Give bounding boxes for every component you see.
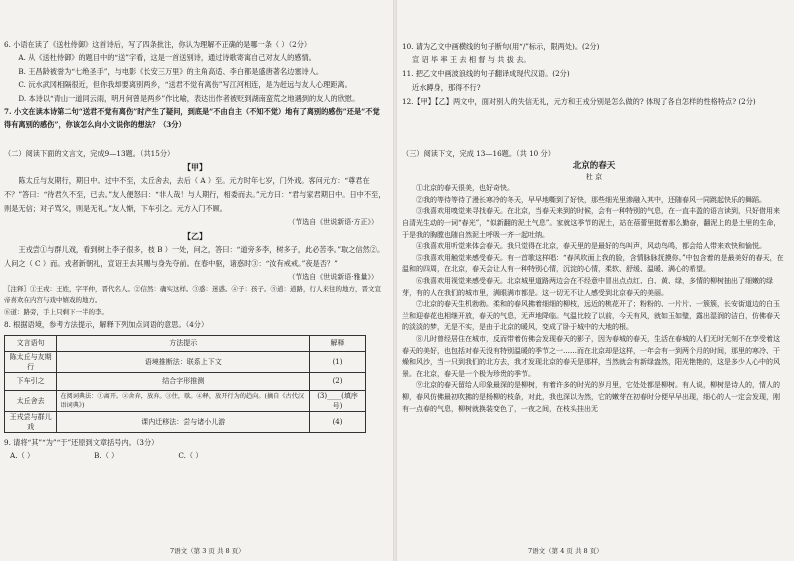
paragraph: ⑤我喜欢用触觉来感受春天。有一首歌这样唱：“春风吹面上我的脸，含情脉脉抚摸你。”中包含着的是最美好的春天，在温和的四周，在北京，春天会让人有一种特别心情，沉淀的心情，柔软、舒缓、温暖、满心的希望。 xyxy=(402,253,784,274)
table-row xyxy=(5,351,366,372)
question-10: 10. 请为乙文中画横线的句子断句(用“/”标示，限两处)。(2分) xyxy=(402,42,600,51)
source-yi: （节选自《世说新语·雅量》） xyxy=(288,272,378,281)
question-12: 12.【甲】【乙】两文中，面对别人的失信无礼，元方和王戎分别是怎么做的? 体现了各自怎样的性格特点? (2分) xyxy=(402,96,756,106)
table-cell: (1) xyxy=(310,351,366,372)
article-body xyxy=(402,183,786,415)
table-row xyxy=(5,372,366,390)
article-author: 杜 京 xyxy=(585,173,603,182)
annotation-2: ⑥道：路旁，手上只剩下一半的李。 xyxy=(4,307,108,316)
option-b-blank: B.（ ） xyxy=(94,451,119,461)
section-2-heading: （二）阅读下面的文言文，完成9—13题。（共15分） xyxy=(4,148,175,158)
page-fold xyxy=(393,0,397,561)
paragraph: ⑧儿时曾经居住在城市，反而带着仿佛会发现春天的影子，因为春城的春天，生活在春城的人们无时无刻不在享受着这春天的美好，也包括对春天没有特别温暖的季节之一……而在北京却是这样，一年会有一到两个月的时间，那里的寒冷、干燥和风沙，当一只到我们的北方去，我才发现北京的春天是那样，当然就会有新绿盎然，阳光艳艳的，这是多少人心中的风景。在北京，春天是一个极为珍贵的季节。 xyxy=(402,334,780,378)
question-9-options xyxy=(4,449,386,462)
tag-yi: 【乙】 xyxy=(183,230,207,241)
question-11-sentence: 近水蹲身，那得不行? xyxy=(412,82,481,92)
table-cell: 结合字形推测 xyxy=(57,372,310,390)
question-10-sentence: 宣 诏 毕 率 王 去 相 督 与 共 拔 去。 xyxy=(412,55,531,65)
paragraph: ⑦北京的春天生机勃勃。柔和的春风拂着细细的柳枝，远近的桃花开了；粉粉的、一片片、一簇簇，长安街道边的白玉兰和迎春花也相继开放，春天的气息，无声地降临。气温比较了以前，今天有风，就如玉如璧，露出湿润的洁白，仿佛春天的淡淡的梦，无是不实，是由于北京的暖风，变成了卧于城中的大地的根。 xyxy=(402,300,780,332)
option-c-blank: C.（ ） xyxy=(178,451,203,461)
page-footer: 7语文（第 3 页 共 8 页） xyxy=(170,547,245,555)
question-7: 7. 小文在读本诗第二句“送君不觉有离伤”时产生了疑问，到底是“不由自主（不知不觉）地有了离别的感伤”还是“不觉得有离别的感伤”，你该怎么向小文说你的想法？（3分） xyxy=(4,107,380,130)
option-d: D. 本诗以“青山一道同云雨，明月何曾是两乡”作比喻，表达出作者被贬到湖南蛮荒之地遇到的友人的欣慰。 xyxy=(18,93,360,103)
annotation: 〖注释〗①王戎：王姓，字平仲，晋代名人。②信然：确实这样。③惑：迷惑。④子：孩子。⑤道：道路，行人来往的地方，晋文宣帝喜欢在内宫与戏中嬉戏的地方。 xyxy=(4,284,381,305)
source-jia: （节选自《世说新语·方正》） xyxy=(288,217,378,226)
table-row xyxy=(5,390,366,411)
paragraph: ②我的等待等待了漫长寒冷的冬天，早早地嘶到了好快，那些细光里渗融入其中，还随春风一同跳起快乐的舞蹈。 xyxy=(416,195,766,204)
question-11: 11. 把乙文中画波浪线的句子翻译成现代汉语。(2分) xyxy=(402,69,570,79)
paragraph: ①北京的春天很美，也好奇快。 xyxy=(416,184,514,193)
paragraph: ⑨北京的春天留给人印象最深的是柳树，有着许多的时光的岁月里，它处处都是柳树。有人说，柳树是诗人的，情人的柳，春风仿佛最初吹拂的是杨柳的枝条，对此，我也深以为然，它的嫩芽在初春时分便早早出现，细心的人一定会发现，刚有一点春的气息，柳树就换装变色了，一夜之间，在枝头挂出无 xyxy=(402,381,780,413)
option-c: C. 沅水武冈相隔很近，但你我却要离别两乡，“送君不觉有离伤”写江河相连，是为赶远与友人心理距离。 xyxy=(18,80,352,90)
option-a: A. 从《送杜侍御》的题目中的“送”字看，这是一首送别诗，通过诗歌寄寓自己对友人的感情。 xyxy=(18,53,316,63)
table-cell: 在阅词典法：①离开。②舍弃，放弃。③住，歇。④释，放开行为的趋向。(摘自《古代汉语词典》) xyxy=(57,390,310,411)
table-header: 文言语句 xyxy=(5,335,57,351)
table-cell: (2) xyxy=(310,372,366,390)
left-page xyxy=(0,0,392,561)
article-title: 北京的春天 xyxy=(572,161,616,172)
table-cell: 下车引之 xyxy=(5,372,57,390)
table-cell: 语境推断法：联系上下文 xyxy=(57,351,310,372)
table-cell: 课内迁移法：尝与诸小儿游 xyxy=(57,411,310,432)
right-page xyxy=(398,0,794,561)
table-cell: (3)____(填序号) xyxy=(310,390,366,411)
table-cell: 王戎尝与群儿戏 xyxy=(5,411,57,432)
vocab-table xyxy=(4,335,366,433)
table-header: 解释 xyxy=(310,335,366,351)
option-a-blank: A.（ ） xyxy=(10,451,35,461)
page-footer: 7语文（第 4 页 共 8 页） xyxy=(528,547,603,555)
question-6: 6. 小语在读了《送杜侍御》这首诗后，写了四条批注，你认为理解不正确的是哪一条（ ）（2分） xyxy=(4,40,312,49)
jia-text: 陈太丘与友期行，期日中。过中不至，太丘舍去，去后（ A ）至。元方时年七岁，门外戏。客问元方：“尊君在不？”答曰：“待君久不至，已去。”友人便怒曰：“非人哉！与人期行，相委而去。”元方曰：“君与家君期日中。日中不至，则是无信；对子骂父，则是无礼。”友人惭，下车引之。元方入门不顾。 xyxy=(4,175,386,213)
paragraph: ③我喜欢用嗅觉来寻找春天。在北京，当春天来到的时候，会有一种特别的气息，在一直丰盈的语言读到，只好借用来自清光生动的一词“春光”，“似新翻的泥土气息”。家就这季节的泥土，站在蓓蕾里挺着那么勤奋，翻泥上的是土里的生命，于是我的胸膛也随自然泥土呼吸一齐一起吐纳。 xyxy=(402,207,781,239)
yi-text: 王戎尝①与群儿戏，看到树上李子很多，枝 B ）一处，问之，答曰：“道旁多李，树多子，此必苦李。”取之信然②。人问之（ C ）而。戎者新朝礼，宣诏王去其赐与身先夺前。在春中驱，诸惑时③：“汝有戒戒。”夜是否？” xyxy=(4,244,385,268)
table-row xyxy=(5,411,366,432)
paragraph: ⑥我喜欢用视觉来感受春天。北京城里道路两边会在不经意中冒出点点红、白、黄、绿，多情的柳树抽出了细嫩的绿芽，有的人在我们的城市里，满眼满市都是。这一切无不让人感受到北京春天的美丽。 xyxy=(402,276,773,297)
table-cell: (4) xyxy=(310,411,366,432)
table-header: 方法提示 xyxy=(57,335,310,351)
table-header-row xyxy=(5,335,366,351)
question-9: 9. 请将“其”“为”“于”还原到文章括号内。（3分） xyxy=(4,437,159,447)
section-3-heading: （三）阅读下文，完成 13—16题。（共 10 分） xyxy=(402,149,555,159)
option-b: B. 王昌龄被誉为“七绝圣手”，与电影《长安三万里》的主角高适、李白都是盛唐著名边塞诗人。 xyxy=(18,66,324,76)
table-cell: 陈太丘与友期行 xyxy=(5,351,57,372)
paragraph: ④我喜欢用听觉来体会春天。我只觉得在北京，春天里的是最好的鸟叫声，风动鸟鸣，都会给人带来欢快和愉悦。 xyxy=(416,242,766,251)
tag-jia: 【甲】 xyxy=(183,161,207,172)
table-cell: 太丘舍去 xyxy=(5,390,57,411)
question-8: 8. 根据语境，参考方法提示，解释下列加点词语的意思。（4分） xyxy=(4,320,209,330)
